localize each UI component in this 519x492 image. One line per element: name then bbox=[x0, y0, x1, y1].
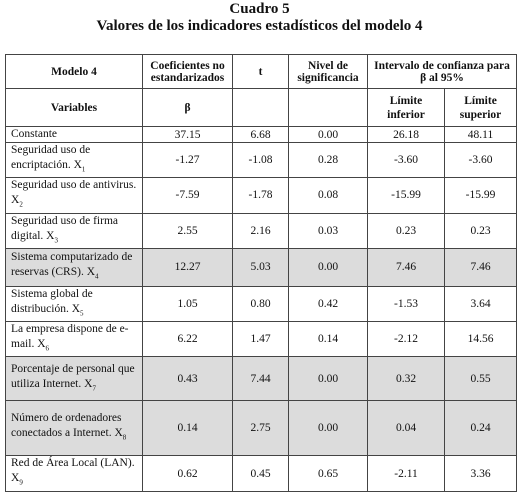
t-value: -1.78 bbox=[233, 178, 289, 213]
statistics-table bbox=[5, 54, 517, 492]
header-beta: β bbox=[143, 89, 233, 127]
upper-limit-value: 0.24 bbox=[445, 401, 517, 456]
lower-limit-value: 0.32 bbox=[368, 357, 445, 401]
beta-value: 0.43 bbox=[143, 357, 233, 401]
beta-value: 37.15 bbox=[143, 127, 233, 143]
table-caption bbox=[0, 0, 519, 35]
header-empty-t bbox=[233, 89, 289, 127]
header-modelo: Modelo 4 bbox=[6, 55, 143, 89]
table-subtitle: Valores de los indicadores estadísticos del modelo 4 bbox=[96, 18, 423, 34]
t-value: 6.68 bbox=[233, 127, 289, 143]
variable-subscript: 9 bbox=[19, 478, 23, 487]
beta-value: 0.62 bbox=[143, 456, 233, 491]
significance-value: 0.14 bbox=[289, 322, 368, 357]
upper-limit-value: 0.55 bbox=[445, 357, 517, 401]
upper-limit-value: 14.56 bbox=[445, 322, 517, 357]
subheader-row bbox=[6, 89, 517, 127]
header-variables: Variables bbox=[6, 89, 143, 127]
variable-label bbox=[6, 213, 143, 248]
significance-value: 0.65 bbox=[289, 456, 368, 491]
variable-subscript: 7 bbox=[92, 384, 96, 393]
variable-text: Red de Área Local (LAN). X bbox=[11, 457, 135, 485]
table-row bbox=[6, 401, 517, 456]
lower-limit-value: -3.60 bbox=[368, 143, 445, 178]
beta-value: 6.22 bbox=[143, 322, 233, 357]
variable-text: Sistema computarizado de reservas (CRS). X bbox=[11, 251, 133, 279]
variable-label bbox=[6, 178, 143, 213]
header-empty-nivel bbox=[289, 89, 368, 127]
variable-text: Seguridad uso de firma digital. X bbox=[11, 214, 118, 242]
beta-value: 2.55 bbox=[143, 213, 233, 248]
table-body bbox=[6, 127, 517, 492]
upper-limit-value: 48.11 bbox=[445, 127, 517, 143]
variable-text: Número de ordenadores conectados a Internet. X bbox=[11, 412, 123, 440]
beta-value: 1.05 bbox=[143, 286, 233, 321]
variable-text: Seguridad uso de antivirus. X bbox=[11, 179, 137, 207]
header-nivel: Nivel de significancia bbox=[289, 55, 368, 89]
lower-limit-value: 0.23 bbox=[368, 213, 445, 248]
lower-limit-value: -2.11 bbox=[368, 456, 445, 491]
lower-limit-value: 7.46 bbox=[368, 248, 445, 286]
header-row bbox=[6, 55, 517, 89]
variable-label bbox=[6, 248, 143, 286]
variable-subscript: 6 bbox=[45, 344, 49, 353]
upper-limit-value: 3.64 bbox=[445, 286, 517, 321]
variable-subscript: 3 bbox=[54, 235, 58, 244]
significance-value: 0.00 bbox=[289, 401, 368, 456]
variable-subscript: 1 bbox=[81, 165, 86, 174]
t-value: 0.45 bbox=[233, 456, 289, 491]
t-value: 1.47 bbox=[233, 322, 289, 357]
variable-subscript: 2 bbox=[19, 200, 23, 209]
lower-limit-value: -15.99 bbox=[368, 178, 445, 213]
table-row bbox=[6, 357, 517, 401]
table-row bbox=[6, 213, 517, 248]
table-row bbox=[6, 127, 517, 143]
variable-text: Porcentaje de personal que utiliza Internet. X bbox=[11, 362, 135, 390]
variable-text: Seguridad uso de encriptación. X bbox=[11, 144, 91, 171]
lower-limit-value: 26.18 bbox=[368, 127, 445, 143]
header-t: t bbox=[233, 55, 289, 89]
header-limite-superior: Límite superior bbox=[445, 89, 517, 127]
lower-limit-value: -2.12 bbox=[368, 322, 445, 357]
table-row bbox=[6, 143, 517, 178]
table-title: Cuadro 5 bbox=[229, 1, 290, 17]
variable-label bbox=[6, 286, 143, 321]
variable-label bbox=[6, 322, 143, 357]
upper-limit-value: 0.23 bbox=[445, 213, 517, 248]
upper-limit-value: 3.36 bbox=[445, 456, 517, 491]
variable-label bbox=[6, 143, 143, 178]
beta-value: -1.27 bbox=[143, 143, 233, 178]
variable-label bbox=[6, 357, 143, 401]
beta-value: 0.14 bbox=[143, 401, 233, 456]
table-row bbox=[6, 248, 517, 286]
variable-text: Constante bbox=[11, 128, 57, 140]
t-value: 2.16 bbox=[233, 213, 289, 248]
variable-text: Sistema global de distribución. X bbox=[11, 287, 93, 315]
variable-subscript: 4 bbox=[95, 272, 99, 281]
significance-value: 0.03 bbox=[289, 213, 368, 248]
header-limite-inferior: Límite inferior bbox=[368, 89, 445, 127]
variable-subscript: 5 bbox=[80, 309, 84, 318]
header-intervalo: Intervalo de confianza para β al 95% bbox=[368, 55, 517, 89]
significance-value: 0.42 bbox=[289, 286, 368, 321]
lower-limit-value: -1.53 bbox=[368, 286, 445, 321]
table-row bbox=[6, 178, 517, 213]
significance-value: 0.00 bbox=[289, 248, 368, 286]
variable-label bbox=[6, 127, 143, 143]
beta-value: -7.59 bbox=[143, 178, 233, 213]
significance-value: 0.00 bbox=[289, 127, 368, 143]
significance-value: 0.08 bbox=[289, 178, 368, 213]
t-value: 0.80 bbox=[233, 286, 289, 321]
lower-limit-value: 0.04 bbox=[368, 401, 445, 456]
upper-limit-value: 7.46 bbox=[445, 248, 517, 286]
significance-value: 0.28 bbox=[289, 143, 368, 178]
variable-label bbox=[6, 401, 143, 456]
variable-text: La empresa dispone de e-mail. X bbox=[11, 323, 129, 351]
upper-limit-value: -3.60 bbox=[445, 143, 517, 178]
header-coeficientes: Coeficientes no estandarizados bbox=[143, 55, 233, 89]
t-value: 7.44 bbox=[233, 357, 289, 401]
t-value: 5.03 bbox=[233, 248, 289, 286]
table-row bbox=[6, 322, 517, 357]
table-row bbox=[6, 286, 517, 321]
significance-value: 0.00 bbox=[289, 357, 368, 401]
beta-value: 12.27 bbox=[143, 248, 233, 286]
upper-limit-value: -15.99 bbox=[445, 178, 517, 213]
t-value: 2.75 bbox=[233, 401, 289, 456]
variable-subscript: 8 bbox=[122, 433, 127, 442]
t-value: -1.08 bbox=[233, 143, 289, 178]
